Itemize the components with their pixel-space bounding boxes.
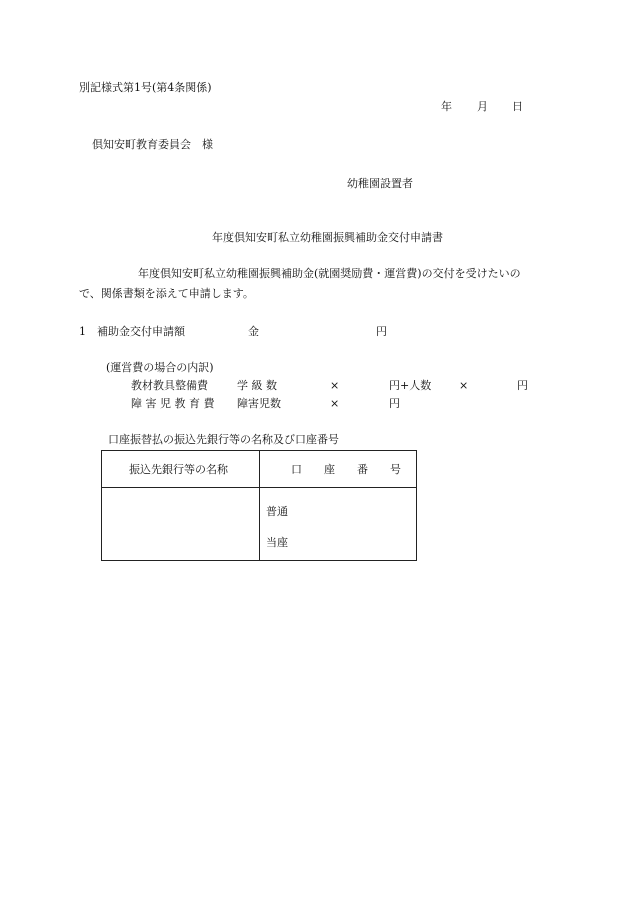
account-number-header: 口 座 番 号 bbox=[291, 463, 401, 476]
applicant-label: 幼稚園設置者 bbox=[347, 177, 413, 190]
date-month: 月 bbox=[477, 100, 488, 113]
date-day: 日 bbox=[512, 100, 523, 113]
row1-label: 教材教具整備費 bbox=[131, 379, 208, 392]
item1-label: 補助金交付申請額 bbox=[97, 325, 185, 338]
row1-yen: 円 bbox=[517, 379, 528, 392]
table-column-divider bbox=[259, 451, 260, 560]
body-text-line2: で、関係書類を添えて申請します。 bbox=[79, 287, 254, 300]
bank-heading: 口座振替払の振込先銀行等の名称及び口座番号 bbox=[108, 433, 339, 446]
row1-sub: 学 級 数 bbox=[237, 379, 277, 392]
row2-label: 障 害 児 教 育 費 bbox=[131, 397, 215, 410]
row2-times: × bbox=[330, 397, 340, 410]
bank-name-cell[interactable] bbox=[102, 488, 258, 560]
row2-yen: 円 bbox=[389, 397, 400, 410]
form-number: 別記様式第1号(第4条関係) bbox=[79, 81, 212, 94]
document-title: 年度倶知安町私立幼稚園振興補助金交付申請書 bbox=[212, 231, 443, 244]
item1-number: 1 bbox=[79, 325, 86, 338]
account-type-futsu: 普通 bbox=[266, 505, 288, 518]
row2-sub: 障害児数 bbox=[237, 397, 281, 410]
breakdown-heading: (運営費の場合の内訳) bbox=[106, 361, 214, 374]
item1-yen: 円 bbox=[376, 325, 387, 338]
addressee: 倶知安町教育委員会 様 bbox=[92, 138, 213, 151]
account-type-toza: 当座 bbox=[266, 536, 288, 549]
row1-times1: × bbox=[330, 379, 340, 392]
row1-times2: × bbox=[459, 379, 469, 392]
date-year: 年 bbox=[441, 100, 452, 113]
row1-mid: 円+人数 bbox=[389, 379, 432, 392]
bank-name-header: 振込先銀行等の名称 bbox=[129, 463, 228, 476]
bank-account-table bbox=[101, 450, 417, 561]
item1-kin: 金 bbox=[248, 325, 259, 338]
body-text-line1: 年度倶知安町私立幼稚園振興補助金(就園奨励費・運営費)の交付を受けたいの bbox=[138, 267, 521, 280]
